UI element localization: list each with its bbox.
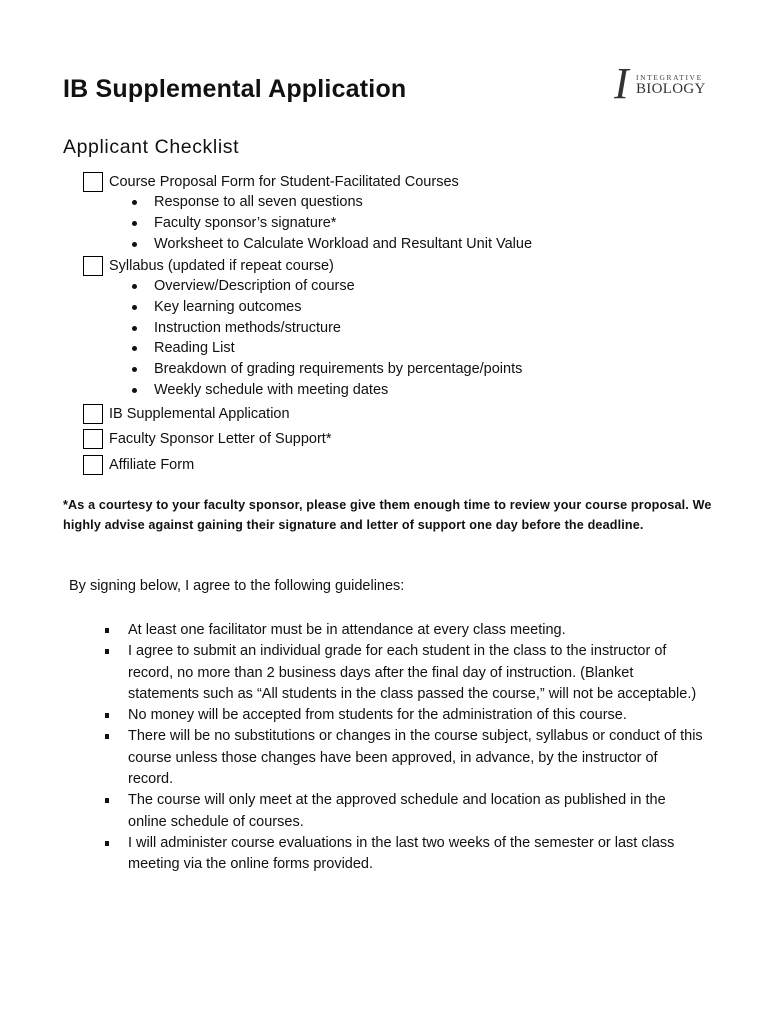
list-item: Instruction methods/structure bbox=[130, 318, 522, 339]
checklist-item-label: Faculty Sponsor Letter of Support* bbox=[109, 431, 332, 447]
courtesy-note: *As a courtesy to your faculty sponsor, please give them enough time to review your course proposal. We highly advise against gaining their signature and letter of support one day before the deadline. bbox=[63, 498, 712, 532]
checklist-item-ib-supplemental bbox=[83, 403, 290, 425]
list-item: Breakdown of grading requirements by percentage/points bbox=[130, 359, 522, 380]
list-item: No money will be accepted from students for the administration of this course. bbox=[103, 705, 703, 726]
list-item: I agree to submit an individual grade for each student in the class to the instructor of record, no more than 2 business days after the final day of instruction. (Blanket statements such as “All students in the class passed the course,” will not be acceptable.) bbox=[103, 641, 703, 705]
page-title: IB Supplemental Application bbox=[63, 75, 407, 103]
checklist-item-label: Syllabus (updated if repeat course) bbox=[109, 258, 334, 274]
list-item: Reading List bbox=[130, 338, 522, 359]
checkbox[interactable] bbox=[83, 172, 103, 192]
guidelines-list bbox=[103, 620, 703, 876]
checklist-item-syllabus bbox=[83, 255, 334, 277]
list-item: There will be no substitutions or changes in the course subject, syllabus or conduct of this course unless those changes have been approved, in advance, by the instructor of record. bbox=[103, 726, 703, 790]
checkbox[interactable] bbox=[83, 256, 103, 276]
checklist-item-label: IB Supplemental Application bbox=[109, 406, 290, 422]
checkbox[interactable] bbox=[83, 429, 103, 449]
checklist-item-affiliate-form bbox=[83, 454, 194, 476]
list-item: Worksheet to Calculate Workload and Resultant Unit Value bbox=[130, 234, 532, 255]
logo-mark: I bbox=[614, 59, 629, 108]
checklist-heading: Applicant Checklist bbox=[63, 136, 240, 158]
list-item: Response to all seven questions bbox=[130, 192, 532, 213]
checklist-item-label: Affiliate Form bbox=[109, 457, 195, 473]
checkbox[interactable] bbox=[83, 404, 103, 424]
logo-top-text: INTEGRATIVE bbox=[636, 73, 703, 82]
list-item: Key learning outcomes bbox=[130, 297, 522, 318]
checkbox[interactable] bbox=[83, 455, 103, 475]
integrative-biology-logo bbox=[612, 59, 712, 108]
checklist-item-label: Course Proposal Form for Student-Facilitated Courses bbox=[109, 174, 459, 190]
checklist-item-course-proposal bbox=[83, 171, 459, 193]
syllabus-subitems bbox=[130, 276, 522, 401]
logo-bottom-text: BIOLOGY bbox=[636, 81, 706, 97]
agreement-intro: By signing below, I agree to the following guidelines: bbox=[69, 578, 405, 594]
list-item: Weekly schedule with meeting dates bbox=[130, 380, 522, 401]
course-proposal-subitems bbox=[130, 192, 532, 254]
list-item: The course will only meet at the approved schedule and location as published in the online schedule of courses. bbox=[103, 790, 703, 833]
list-item: I will administer course evaluations in the last two weeks of the semester or last class meeting via the online forms provided. bbox=[103, 833, 703, 876]
checklist-item-faculty-letter bbox=[83, 428, 331, 450]
list-item: At least one facilitator must be in attendance at every class meeting. bbox=[103, 620, 703, 641]
list-item: Faculty sponsor’s signature* bbox=[130, 213, 532, 234]
list-item: Overview/Description of course bbox=[130, 276, 522, 297]
